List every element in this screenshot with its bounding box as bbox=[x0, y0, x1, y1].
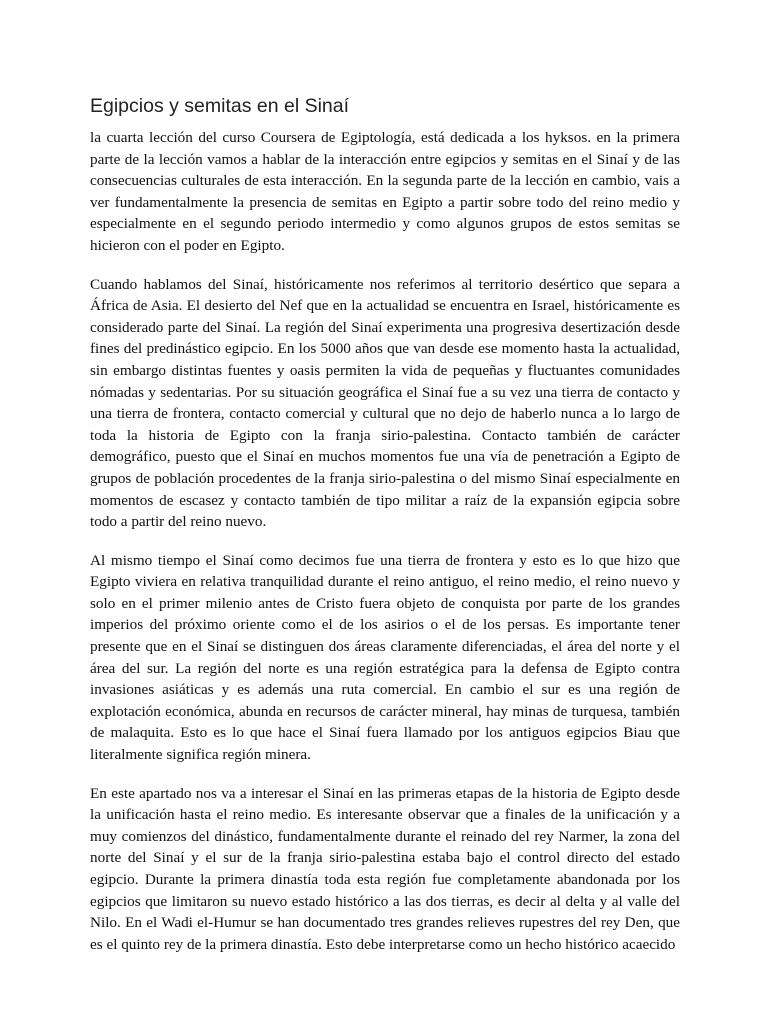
paragraph-3: Al mismo tiempo el Sinaí como decimos fue una tierra de frontera y esto es lo que hizo que Egipto viviera en relativa tranquilidad durante el reino antiguo, el reino medio, el reino nuevo y solo en el primer milenio antes de Cristo fuera objeto de conquista por parte de los grandes imperios del próximo oriente como el de los asirios o el de los persas. Es importante tener presente que en el Sinaí se distinguen dos áreas claramente diferenciadas, el área del norte y el área del sur. La región del norte es una región estratégica para la defensa de Egipto contra invasiones asiáticas y es además una ruta comercial. En cambio el sur es una región de explotación económica, abunda en recursos de carácter mineral, hay minas de turquesa, también de malaquita. Esto es lo que hace el Sinaí fuera llamado por los antiguos egipcios Biau que literalmente significa región minera. bbox=[90, 551, 680, 764]
document-page bbox=[90, 92, 680, 972]
document-title: Egipcios y semitas en el Sinaí bbox=[90, 95, 350, 117]
paragraph-1: la cuarta lección del curso Coursera de Egiptología, está dedicada a los hyksos. en la primera parte de la lección vamos a hablar de la interacción entre egipcios y semitas en el Sinaí y de las consecuencias culturales de esta interacción. En la segunda parte de la lección en cambio, vais a ver fundamentalmente la presencia de semitas en Egipto a partir sobre todo del reino medio y especialmente en el segundo periodo intermedio y como algunos grupos de estos semitas se hicieron con el poder en Egipto. bbox=[90, 129, 680, 254]
paragraph-4: En este apartado nos va a interesar el Sinaí en las primeras etapas de la historia de Egipto desde la unificación hasta el reino medio. Es interesante observar que a finales de la unificación y a muy comienzos del dinástico, fundamentalmente durante el reinado del rey Narmer, la zona del norte del Sinaí y el sur de la franja sirio-palestina estaba bajo el control directo del estado egipcio. Durante la primera dinastía toda esta región fue completamente abandonada por los egipcios que limitaron su nuevo estado histórico a las dos tierras, es decir al delta y al valle del Nilo. En el Wadi el-Humur se han documentado tres grandes relieves rupestres del rey Den, que es el quinto rey de la primera dinastía. Esto debe interpretarse como un hecho histórico acaecido bbox=[90, 784, 680, 953]
paragraph-2: Cuando hablamos del Sinaí, históricamente nos referimos al territorio desértico que separa a África de Asia. El desierto del Nef que en la actualidad se encuentra en Israel, históricamente es considerado parte del Sinaí. La región del Sinaí experimenta una progresiva desertización desde fines del predinástico egipcio. En los 5000 años que van desde ese momento hasta la actualidad, sin embargo distintas fuentes y oasis permiten la vida de pequeñas y fluctuantes comunidades nómadas y sedentarias. Por su situación geográfica el Sinaí fue a su vez una tierra de contacto y una tierra de frontera, contacto comercial y cultural que no dejo de haberlo nunca a lo largo de toda la historia de Egipto con la franja sirio-palestina. Contacto también de carácter demográfico, puesto que el Sinaí en muchos momentos fue una vía de penetración a Egipto de grupos de población procedentes de la franja sirio-palestina o del mismo Sinaí especialmente en momentos de escasez y contacto también de tipo militar a raíz de la expansión egipcia sobre todo a partir del reino nuevo. bbox=[90, 275, 680, 531]
